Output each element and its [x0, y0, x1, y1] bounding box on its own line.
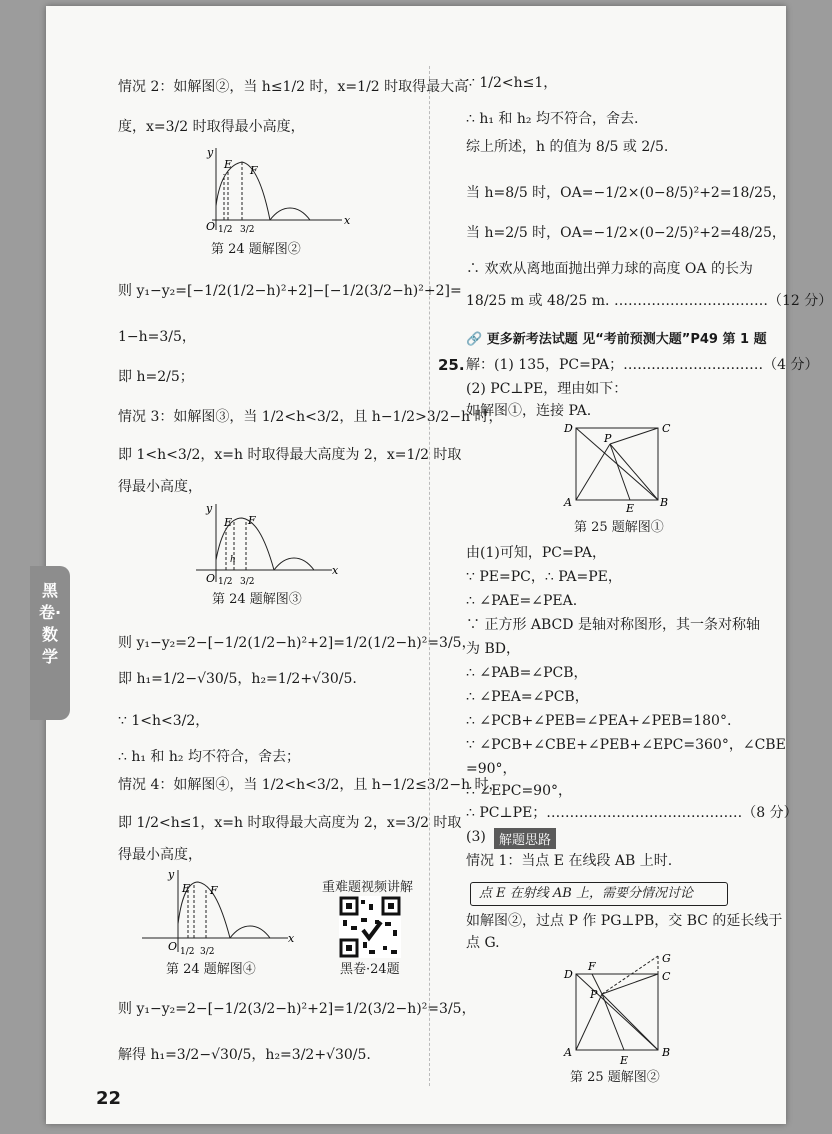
- text-line: ∴ ∠PAB=∠PCB，: [466, 665, 588, 681]
- point-b-label: B: [662, 1046, 671, 1059]
- figure-caption: 第 24 题解图④: [166, 962, 256, 977]
- text-line: 综上所述，h 的值为 8/5 或 2/5.: [466, 139, 669, 155]
- point-a-label: A: [564, 496, 572, 509]
- text-line: 情况 2：如解图②，当 h≤1/2 时，x=1/2 时取得最大高: [118, 79, 469, 95]
- origin-label: O: [206, 220, 216, 233]
- video-caption: 黑卷·24题: [340, 962, 400, 977]
- solution-thinking-tag: 解题思路: [494, 828, 556, 849]
- tick-label: 3/2: [200, 947, 215, 957]
- point-d-label: D: [564, 968, 573, 981]
- figure-caption: 第 24 题解图②: [211, 242, 301, 257]
- point-e-label: E: [224, 158, 233, 171]
- text-line: 即 h=2/5；: [118, 369, 194, 385]
- point-g-label: G: [662, 952, 671, 965]
- x-axis-label: x: [288, 932, 295, 945]
- y-axis-label: y: [207, 146, 214, 159]
- text-line: 18/25 m 或 48/25 m. ……………………………（12 分）: [466, 293, 832, 309]
- x-axis-label: x: [344, 214, 351, 227]
- point-p-label: P: [604, 432, 612, 445]
- tick-label: 1/2: [218, 577, 233, 587]
- text-line: ∵ ∠PCB+∠CBE+∠PEB+∠EPC=360°，∠CBE: [466, 737, 786, 753]
- text-line: ∴ h₁ 和 h₂ 均不符合，舍去.: [466, 111, 639, 127]
- text-line: 当 h=8/5 时，OA=−1/2×(0−8/5)²+2=18/25，: [466, 185, 786, 201]
- more-questions-link[interactable]: [466, 328, 767, 347]
- text-line: =90°，: [466, 761, 517, 777]
- text-line: 即 1<h<3/2，x=h 时取得最大高度为 2，x=1/2 时取: [118, 447, 462, 463]
- text-line: 得最小高度，: [118, 847, 202, 863]
- text-line: 情况 3：如解图③，当 1/2<h<3/2，且 h−1/2>3/2−h 时，: [118, 409, 503, 425]
- origin-label: O: [206, 572, 216, 585]
- tick-label: 1/2: [180, 947, 195, 957]
- text-line: 如解图①，连接 PA.: [466, 403, 592, 419]
- subject-side-tab: [30, 566, 70, 720]
- text-line: ∵ 1/2<h≤1，: [466, 75, 558, 91]
- text-line: ∴ ∠EPC=90°，: [466, 783, 572, 799]
- origin-label: O: [168, 940, 178, 953]
- text-line: 即 h₁=1/2−√30/5，h₂=1/2+√30/5.: [118, 671, 357, 687]
- video-title: 重难题视频讲解: [322, 880, 414, 895]
- text-line: ∵ 1<h<3/2，: [118, 713, 210, 729]
- point-c-label: C: [662, 970, 671, 983]
- subject-side-tab-label: 黑卷·数学: [38, 581, 62, 666]
- column-divider: [429, 66, 430, 1086]
- text-line: ∵ PE=PC，∴ PA=PE，: [466, 569, 622, 585]
- text-line: ∴ ∠PCB+∠PEB=∠PEA+∠PEB=180°.: [466, 713, 732, 729]
- handwritten-note: 点 E 在射线 AB 上，需要分情况讨论: [470, 882, 728, 906]
- figure-24-2: [202, 144, 352, 236]
- text-line: ∴ h₁ 和 h₂ 均不符合，舍去；: [118, 749, 300, 765]
- point-p-label: P: [590, 988, 598, 1001]
- text-line: 点 G.: [466, 935, 500, 951]
- point-f-label: F: [210, 884, 218, 897]
- point-c-label: C: [662, 422, 671, 435]
- tick-label: 1/2: [218, 225, 233, 235]
- text-line: 则 y₁−y₂=[−1/2(1/2−h)²+2]−[−1/2(3/2−h)²+2]=: [118, 283, 462, 299]
- figure-25-2: [562, 952, 702, 1068]
- x-axis-label: x: [332, 564, 339, 577]
- text-line: ∵ 正方形 ABCD 是轴对称图形，其一条对称轴: [466, 617, 760, 633]
- point-f-label: F: [248, 514, 256, 527]
- point-e-label: E: [626, 502, 635, 515]
- figure-caption: 第 25 题解图②: [570, 1070, 660, 1085]
- more-questions-text: 更多新考法试题 见“考前预测大题”P49 第 1 题: [486, 332, 767, 347]
- text-line: 当 h=2/5 时，OA=−1/2×(0−2/5)²+2=48/25，: [466, 225, 786, 241]
- qr-code-icon[interactable]: [339, 896, 401, 958]
- point-f-label: F: [250, 164, 258, 177]
- point-e-label: E: [224, 516, 233, 529]
- link-icon: 🔗: [466, 332, 487, 347]
- text-line: ∴ 欢欢从离地面抛出弹力球的高度 OA 的长为: [466, 261, 753, 277]
- text-line: 解：(1) 135，PC=PA；…………………………（4 分）: [466, 357, 819, 373]
- y-axis-label: y: [168, 868, 175, 881]
- h-label: h: [230, 555, 236, 565]
- text-line: 为 BD，: [466, 641, 520, 657]
- figure-25-1: [560, 420, 680, 516]
- point-e-label: E: [182, 882, 191, 895]
- text-line: 得最小高度，: [118, 479, 202, 495]
- text-line: 情况 1：当点 E 在线段 AB 上时.: [466, 853, 673, 869]
- text-line: 即 1/2<h≤1，x=h 时取得最大高度为 2，x=3/2 时取: [118, 815, 462, 831]
- text-line: (2) PC⊥PE，理由如下：: [466, 381, 628, 397]
- text-line: ∴ ∠PEA=∠PCB，: [466, 689, 589, 705]
- text-line: (3): [466, 829, 486, 845]
- y-axis-label: y: [206, 502, 213, 515]
- point-b-label: B: [660, 496, 669, 509]
- text-line: 如解图②，过点 P 作 PG⊥PB，交 BC 的延长线于: [466, 913, 783, 929]
- text-line: ∴ ∠PAE=∠PEA.: [466, 593, 578, 609]
- figure-caption: 第 25 题解图①: [574, 520, 664, 535]
- tick-label: 3/2: [240, 577, 255, 587]
- text-line: 由(1)可知，PC=PA，: [466, 545, 606, 561]
- point-a-label: A: [564, 1046, 572, 1059]
- text-line: 解得 h₁=3/2−√30/5，h₂=3/2+√30/5.: [118, 1047, 371, 1063]
- text-line: 则 y₁−y₂=2−[−1/2(1/2−h)²+2]=1/2(1/2−h)²=3/5，: [118, 635, 476, 651]
- text-line: 情况 4：如解图④，当 1/2<h<3/2，且 h−1/2≤3/2−h 时，: [118, 777, 503, 793]
- point-d-label: D: [564, 422, 573, 435]
- point-e-label: E: [620, 1054, 629, 1067]
- text-line: 1−h=3/5，: [118, 329, 196, 345]
- text-line: 则 y₁−y₂=2−[−1/2(3/2−h)²+2]=1/2(3/2−h)²=3/5，: [118, 1001, 476, 1017]
- figure-24-3: [192, 500, 342, 590]
- page-number: 22: [96, 1088, 122, 1109]
- tick-label: 3/2: [240, 225, 255, 235]
- figure-caption: 第 24 题解图③: [212, 592, 302, 607]
- text-line: ∴ PC⊥PE；……………………………………（8 分）: [466, 805, 798, 821]
- text-line: 度，x=3/2 时取得最小高度，: [118, 119, 305, 135]
- point-f-label: F: [588, 960, 596, 973]
- document-page: [46, 6, 832, 1124]
- question-number: 25.: [438, 356, 465, 374]
- figure-24-4: [138, 866, 298, 962]
